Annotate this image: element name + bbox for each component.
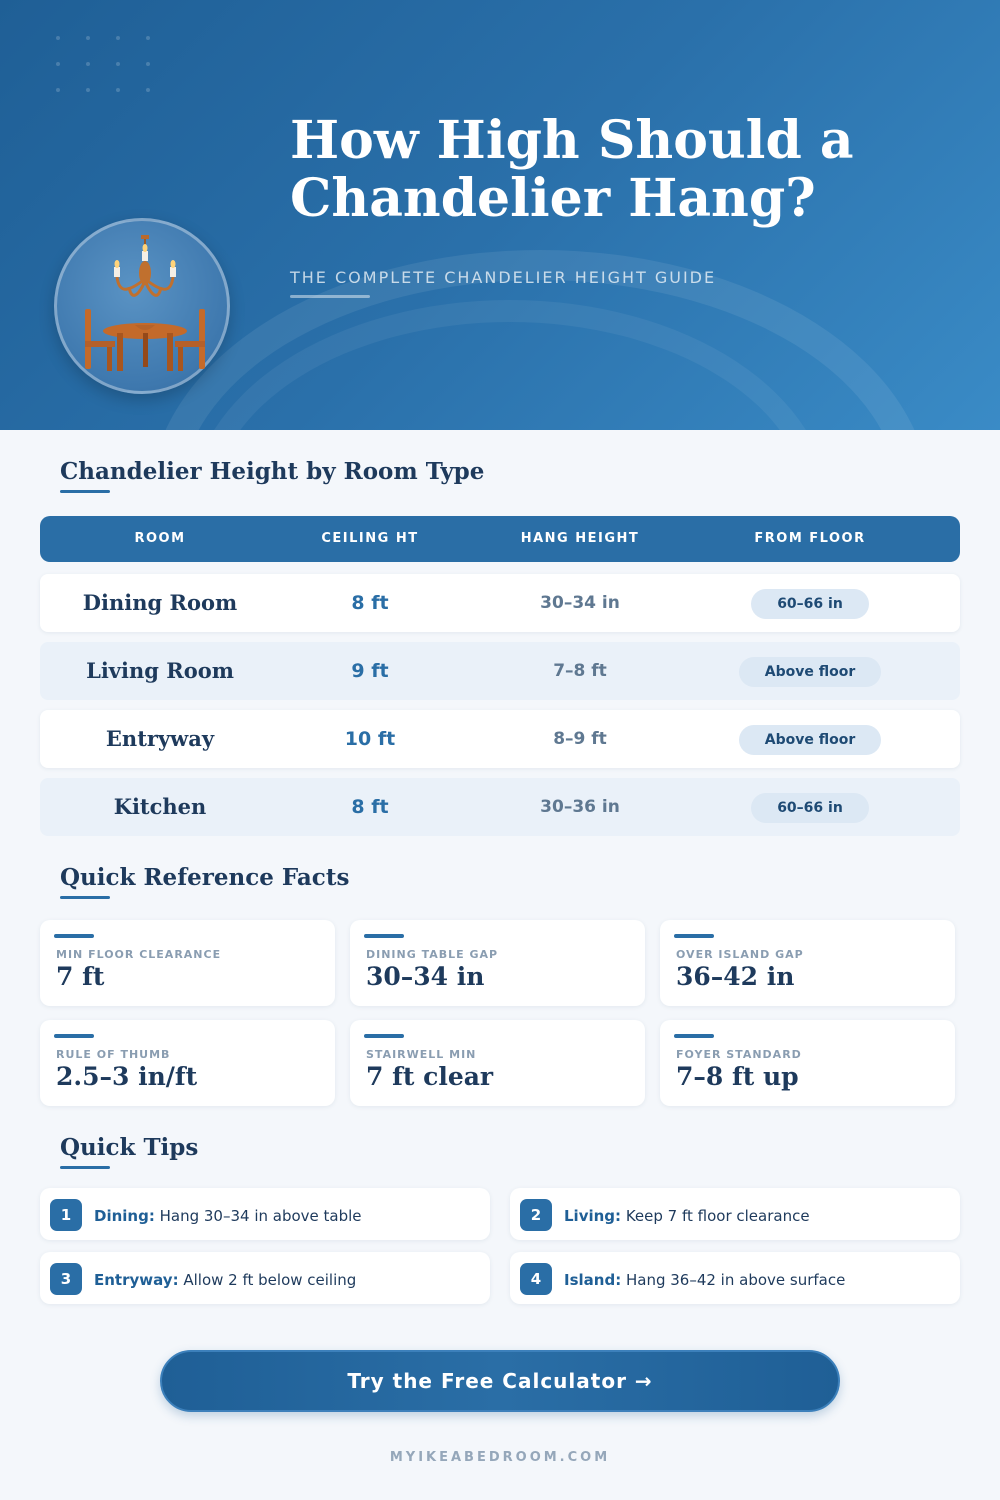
ceiling-height: 8 ft <box>351 796 389 818</box>
hang-height: 30–34 in <box>540 593 620 613</box>
fact-card <box>40 1020 335 1106</box>
fact-accent-bar <box>674 1034 714 1038</box>
table-row <box>40 778 960 836</box>
tip-label: Dining: <box>94 1207 155 1225</box>
fact-value: 30–34 in <box>366 962 485 991</box>
fact-card <box>660 920 955 1006</box>
tip-body: Keep 7 ft floor clearance <box>625 1207 810 1225</box>
fact-accent-bar <box>54 934 94 938</box>
fact-accent-bar <box>54 1034 94 1038</box>
tip-card <box>510 1188 960 1240</box>
fact-value: 36–42 in <box>676 962 795 991</box>
fact-label: FOYER STANDARD <box>676 1048 802 1061</box>
page-title: How High Should a Chandelier Hang? <box>290 110 854 229</box>
room-name: Living Room <box>86 658 234 683</box>
room-name: Dining Room <box>82 590 238 615</box>
fact-label: MIN FLOOR CLEARANCE <box>56 948 222 961</box>
footer-site-name: MYIKEABEDROOM.COM <box>389 1450 611 1465</box>
tip-text <box>94 1252 356 1304</box>
chandelier-illustration <box>54 218 230 394</box>
table-header <box>40 516 960 562</box>
ceiling-height: 8 ft <box>351 592 389 614</box>
section-title-facts: Quick Reference Facts <box>60 864 350 891</box>
tip-label: Island: <box>564 1271 622 1289</box>
tip-text <box>564 1252 845 1304</box>
fact-card <box>660 1020 955 1106</box>
fact-card <box>350 920 645 1006</box>
section-underline <box>60 490 110 493</box>
fact-value: 7–8 ft up <box>676 1062 799 1091</box>
fact-label: DINING TABLE GAP <box>366 948 499 961</box>
table-row <box>40 574 960 632</box>
tip-card <box>510 1252 960 1304</box>
subtitle-underline <box>290 295 370 298</box>
room-name: Entryway <box>105 726 215 751</box>
fact-accent-bar <box>364 934 404 938</box>
fact-card <box>350 1020 645 1106</box>
room-name: Kitchen <box>113 794 207 819</box>
fact-accent-bar <box>674 934 714 938</box>
section-underline <box>60 1166 110 1169</box>
fact-label: STAIRWELL MIN <box>366 1048 477 1061</box>
tip-card <box>40 1188 490 1240</box>
tip-text <box>564 1188 810 1240</box>
column-header-room: ROOM <box>134 531 186 546</box>
fact-value: 7 ft <box>56 962 105 991</box>
section-underline <box>60 896 110 899</box>
hang-height: 30–36 in <box>540 797 620 817</box>
column-header-from-floor: FROM FLOOR <box>754 531 866 546</box>
tip-number-badge: 4 <box>520 1263 552 1295</box>
page-subtitle: THE COMPLETE CHANDELIER HEIGHT GUIDE <box>290 268 717 287</box>
tip-body: Hang 30–34 in above table <box>159 1207 362 1225</box>
fact-label: RULE OF THUMB <box>56 1048 171 1061</box>
table-row <box>40 642 960 700</box>
tip-label: Entryway: <box>94 1271 179 1289</box>
fact-card <box>40 920 335 1006</box>
hero-banner <box>0 0 1000 430</box>
floor-badge: 60–66 in <box>751 793 869 823</box>
hang-height: 8–9 ft <box>553 729 607 749</box>
fact-value: 2.5–3 in/ft <box>56 1062 198 1091</box>
ceiling-height: 9 ft <box>351 660 389 682</box>
floor-badge: Above floor <box>739 725 882 755</box>
table-row <box>40 710 960 768</box>
floor-badge: 60–66 in <box>751 589 869 619</box>
fact-accent-bar <box>364 1034 404 1038</box>
fact-label: OVER ISLAND GAP <box>676 948 804 961</box>
tip-body: Allow 2 ft below ceiling <box>183 1271 357 1289</box>
section-title-room-table: Chandelier Height by Room Type <box>60 458 485 485</box>
hang-height: 7–8 ft <box>553 661 607 681</box>
column-header-hang-height: HANG HEIGHT <box>520 531 640 546</box>
floor-badge: Above floor <box>739 657 882 687</box>
decorative-dots <box>56 36 166 96</box>
ceiling-height: 10 ft <box>344 728 396 750</box>
tip-body: Hang 36–42 in above surface <box>625 1271 846 1289</box>
calculator-cta-button[interactable]: Try the Free Calculator → <box>160 1350 840 1412</box>
tip-number-badge: 3 <box>50 1263 82 1295</box>
tip-text <box>94 1188 362 1240</box>
section-title-tips: Quick Tips <box>60 1134 199 1161</box>
tip-label: Living: <box>564 1207 622 1225</box>
tip-number-badge: 1 <box>50 1199 82 1231</box>
column-header-ceiling: CEILING HT <box>321 531 419 546</box>
tip-card <box>40 1252 490 1304</box>
fact-value: 7 ft clear <box>366 1062 494 1091</box>
tip-number-badge: 2 <box>520 1199 552 1231</box>
